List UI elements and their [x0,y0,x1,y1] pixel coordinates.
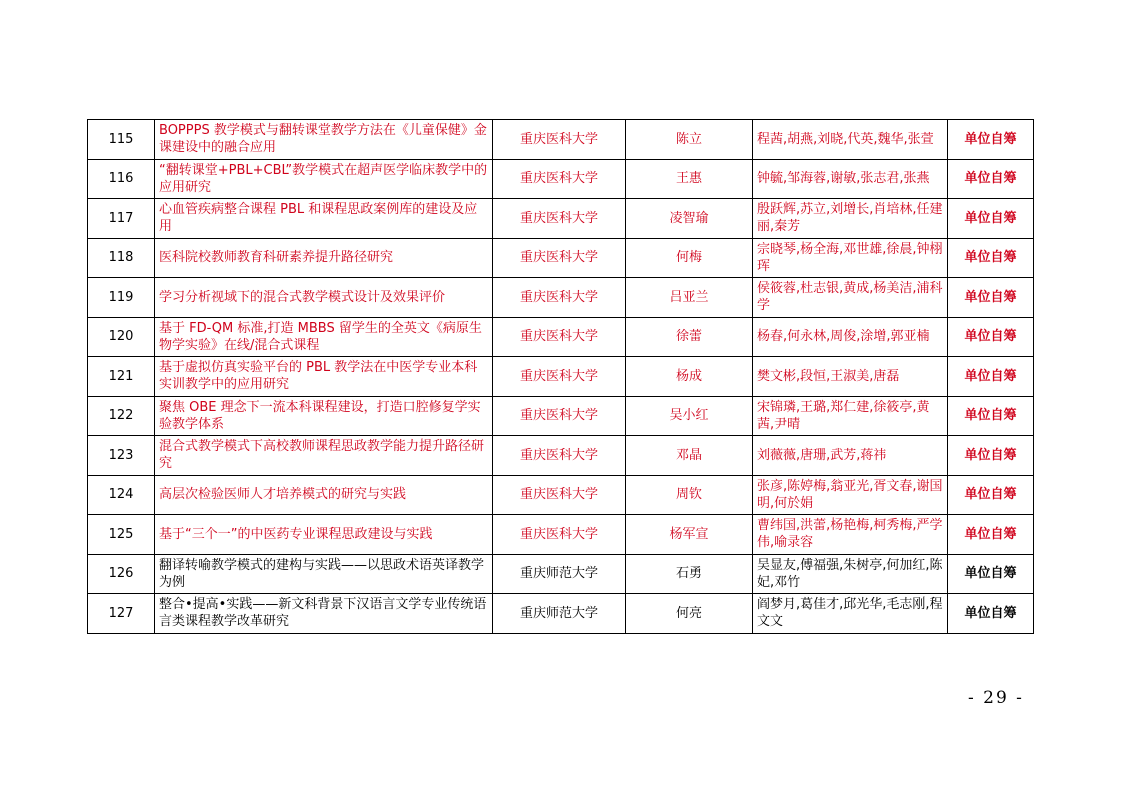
project-title: 高层次检验医师人才培养模式的研究与实践 [155,475,493,515]
project-title: “翻转课堂+PBL+CBL”教学模式在超声医学临床教学中的应用研究 [155,159,493,199]
project-table [87,119,1034,634]
table-row [88,396,1034,436]
row-number: 118 [88,238,155,278]
project-table-container [87,119,1033,634]
funding-source: 单位自筹 [948,436,1034,476]
institution: 重庆医科大学 [493,317,626,357]
row-number: 125 [88,515,155,555]
team-members: 樊文彬,段恒,王淑美,唐磊 [753,357,948,397]
row-number: 124 [88,475,155,515]
project-leader: 吕亚兰 [626,278,753,318]
project-leader: 杨成 [626,357,753,397]
team-members: 宗晓琴,杨全海,邓世雄,徐晨,钟栩珲 [753,238,948,278]
row-number: 126 [88,554,155,594]
institution: 重庆医科大学 [493,515,626,555]
funding-source: 单位自筹 [948,278,1034,318]
project-title: 翻译转喻教学模式的建构与实践——以思政术语英译教学为例 [155,554,493,594]
team-members: 程茜,胡燕,刘晓,代英,魏华,张萱 [753,120,948,160]
project-title: 心血管疾病整合课程 PBL 和课程思政案例库的建设及应用 [155,199,493,239]
team-members: 曹纬国,洪蕾,杨艳梅,柯秀梅,严学伟,喻录容 [753,515,948,555]
table-row [88,436,1034,476]
row-number: 122 [88,396,155,436]
table-row [88,159,1034,199]
team-members: 钟毓,邹海蓉,谢敏,张志君,张燕 [753,159,948,199]
project-title: 聚焦 OBE 理念下一流本科课程建设，打造口腔修复学实验教学体系 [155,396,493,436]
team-members: 阎梦月,葛佳才,邱光华,毛志刚,程文文 [753,594,948,634]
institution: 重庆医科大学 [493,159,626,199]
project-title: 医科院校教师教育科研素养提升路径研究 [155,238,493,278]
table-row [88,199,1034,239]
project-title: 基于虚拟仿真实验平台的 PBL 教学法在中医学专业本科实训教学中的应用研究 [155,357,493,397]
project-leader: 王惠 [626,159,753,199]
project-leader: 周钦 [626,475,753,515]
row-number: 119 [88,278,155,318]
table-row [88,120,1034,160]
page-number: - 29 - [968,688,1024,708]
table-row [88,317,1034,357]
project-leader: 陈立 [626,120,753,160]
funding-source: 单位自筹 [948,475,1034,515]
institution: 重庆医科大学 [493,120,626,160]
funding-source: 单位自筹 [948,199,1034,239]
row-number: 127 [88,594,155,634]
table-row [88,554,1034,594]
table-row [88,515,1034,555]
project-leader: 石勇 [626,554,753,594]
team-members: 张彦,陈婷梅,翁亚光,胥文春,谢国明,何於娟 [753,475,948,515]
funding-source: 单位自筹 [948,159,1034,199]
table-row [88,278,1034,318]
project-title: 混合式教学模式下高校教师课程思政教学能力提升路径研究 [155,436,493,476]
row-number: 116 [88,159,155,199]
institution: 重庆医科大学 [493,396,626,436]
project-leader: 杨军宣 [626,515,753,555]
project-leader: 邓晶 [626,436,753,476]
table-row [88,238,1034,278]
funding-source: 单位自筹 [948,317,1034,357]
institution: 重庆师范大学 [493,554,626,594]
funding-source: 单位自筹 [948,594,1034,634]
row-number: 123 [88,436,155,476]
team-members: 殷跃辉,苏立,刘增长,肖培林,任建丽,秦芳 [753,199,948,239]
project-title: BOPPPS 教学模式与翻转课堂教学方法在《儿童保健》金课建设中的融合应用 [155,120,493,160]
project-leader: 凌智瑜 [626,199,753,239]
funding-source: 单位自筹 [948,120,1034,160]
institution: 重庆医科大学 [493,238,626,278]
table-row [88,475,1034,515]
team-members: 宋锦璘,王璐,郑仁建,徐筱亭,黄茜,尹晴 [753,396,948,436]
team-members: 杨春,何永林,周俊,涂增,郭亚楠 [753,317,948,357]
funding-source: 单位自筹 [948,554,1034,594]
project-leader: 何亮 [626,594,753,634]
team-members: 侯筱蓉,杜志银,黄成,杨美洁,浦科学 [753,278,948,318]
team-members: 刘薇薇,唐珊,武芳,蒋祎 [753,436,948,476]
row-number: 120 [88,317,155,357]
institution: 重庆师范大学 [493,594,626,634]
institution: 重庆医科大学 [493,357,626,397]
funding-source: 单位自筹 [948,238,1034,278]
project-leader: 何梅 [626,238,753,278]
funding-source: 单位自筹 [948,357,1034,397]
project-leader: 徐蕾 [626,317,753,357]
project-title: 学习分析视域下的混合式教学模式设计及效果评价 [155,278,493,318]
project-title: 基于“三个一”的中医药专业课程思政建设与实践 [155,515,493,555]
project-title: 基于 FD-QM 标准,打造 MBBS 留学生的全英文《病原生物学实验》在线/混合式课程 [155,317,493,357]
team-members: 吴显友,傅福强,朱树亭,何加红,陈妃,邓竹 [753,554,948,594]
funding-source: 单位自筹 [948,396,1034,436]
row-number: 121 [88,357,155,397]
institution: 重庆医科大学 [493,436,626,476]
table-row [88,594,1034,634]
project-leader: 吴小红 [626,396,753,436]
table-row [88,357,1034,397]
funding-source: 单位自筹 [948,515,1034,555]
institution: 重庆医科大学 [493,199,626,239]
institution: 重庆医科大学 [493,475,626,515]
project-table-body [88,120,1034,634]
row-number: 117 [88,199,155,239]
row-number: 115 [88,120,155,160]
project-title: 整合•提高•实践——新文科背景下汉语言文学专业传统语言类课程教学改革研究 [155,594,493,634]
institution: 重庆医科大学 [493,278,626,318]
